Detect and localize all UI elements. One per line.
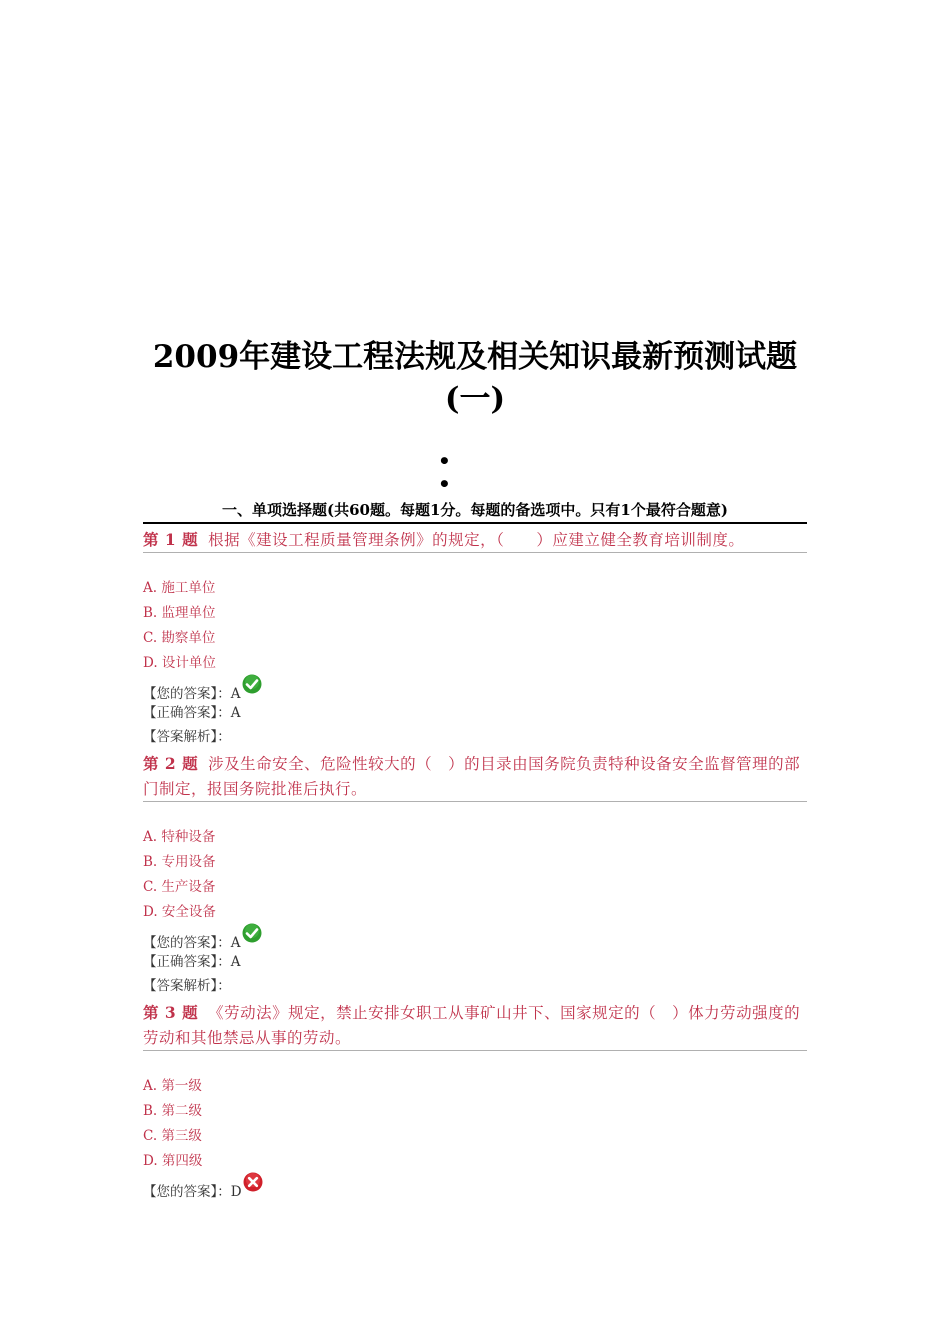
your-answer-label: 【您的答案】： [143, 686, 231, 702]
correct-answer [143, 952, 241, 972]
option-c: C. 勘察单位 [143, 630, 216, 646]
question-number: 第 1 题 [143, 530, 199, 549]
correct-answer-label: 【正确答案】： [143, 705, 231, 721]
answer-analysis: 【答案解析】： [143, 978, 231, 994]
section-divider [143, 522, 807, 524]
option-a: A. 特种设备 [143, 829, 216, 845]
check-icon [242, 674, 262, 694]
your-answer [143, 1178, 263, 1202]
option-d: D. 安全设备 [143, 904, 216, 920]
section-heading: 一、单项选择题(共60题。每题1分。每题的备选项中。只有1个最符合题意) [222, 501, 728, 519]
question-divider [143, 552, 807, 553]
your-answer-value: A [230, 686, 241, 702]
correct-answer-label: 【正确答案】： [143, 954, 231, 970]
option-b: B. 专用设备 [143, 854, 216, 870]
option-d: D. 第四级 [143, 1153, 203, 1169]
page-title: 2009年建设工程法规及相关知识最新预测试题(一) [152, 339, 798, 417]
your-answer-value: A [230, 935, 241, 951]
option-c: C. 生产设备 [143, 879, 216, 895]
question-text: 《劳动法》规定，禁止安排女职工从事矿山井下、国家规定的（ ）体力劳动强度的劳动和其他禁忌从事的劳动。 [143, 1004, 801, 1047]
check-icon [242, 923, 262, 943]
question-text: 涉及生命安全、危险性较大的（ ）的目录由国务院负责特种设备安全监督管理的部门制定，报国务院批准后执行。 [143, 755, 801, 798]
question-3 [143, 1000, 807, 1051]
option-a: A. 施工单位 [143, 580, 216, 596]
question-text: 根据《建设工程质量管理条例》的规定，（ ）应建立健全教育培训制度。 [208, 531, 745, 549]
option-c: C. 第三级 [143, 1128, 202, 1144]
correct-answer-value: A [230, 954, 241, 970]
your-answer [143, 929, 262, 953]
question-divider [143, 1050, 807, 1051]
your-answer-label: 【您的答案】： [143, 1184, 231, 1200]
cross-icon [243, 1172, 263, 1192]
option-d: D. 设计单位 [143, 655, 216, 671]
correct-answer [143, 703, 241, 723]
question-1 [143, 527, 807, 553]
bullet-marker: • [438, 449, 451, 473]
your-answer [143, 680, 262, 704]
option-b: B. 监理单位 [143, 605, 216, 621]
answer-analysis: 【答案解析】： [143, 729, 231, 745]
your-answer-value: D [230, 1184, 242, 1200]
correct-answer-value: A [230, 705, 241, 721]
question-divider [143, 801, 807, 802]
question-number: 第 2 题 [143, 754, 199, 773]
question-number: 第 3 题 [143, 1003, 199, 1022]
option-a: A. 第一级 [143, 1078, 202, 1094]
option-b: B. 第二级 [143, 1103, 203, 1119]
question-2 [143, 751, 807, 802]
your-answer-label: 【您的答案】： [143, 935, 231, 951]
bullet-marker: • [438, 472, 451, 496]
